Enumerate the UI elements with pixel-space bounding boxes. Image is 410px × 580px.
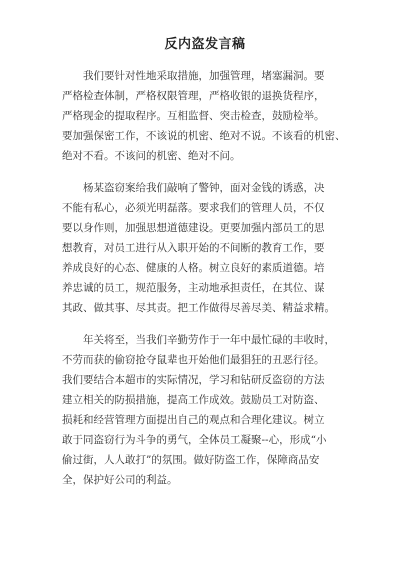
- paragraph-3-line-3: 我们要结合本超市的实际情况，学习和钻研反盗窃的方法: [62, 374, 325, 386]
- paragraph-3: [62, 330, 357, 490]
- paragraph-3-line-2: 不劳而获的偷窃抢夺鼠辈也开始他们最猖狂的丑恶行径。: [62, 354, 325, 366]
- paragraph-2-line-1: 杨某盗窃案给我们敲响了警钟，面对金钱的诱惑，决: [62, 182, 325, 194]
- paragraph-1-line-3: 严格现金的提取程序。互相监督、突击检查，鼓励检举。: [62, 110, 325, 122]
- paragraph-2-line-3: 要以身作则，加强思想道德建设。更要加强内部员工的思: [62, 222, 325, 234]
- document-body: [62, 66, 357, 490]
- paragraph-2-line-4: 想教育，对员工进行从入职开始的不间断的教育工作，要: [62, 242, 325, 254]
- paragraph-2-line-7: 其政、做其事、尽其责。把工作做得尽善尽美、精益求精。: [62, 302, 335, 314]
- paragraph-1-line-4: 要加强保密工作，不该说的机密、绝对不说。不该看的机密、: [62, 130, 346, 142]
- document-title: 反内盗发言稿: [164, 37, 246, 52]
- paragraph-3-line-5: 损耗和经营管理方面提出自己的观点和合理化建议。树立: [62, 414, 325, 426]
- paragraph-1-line-5: 绝对不看。不该问的机密、绝对不问。: [62, 150, 241, 162]
- paragraph-2-line-6: 养忠诚的员工，规范服务，主动地承担责任，在其位、谋: [62, 282, 325, 294]
- paragraph-3-line-1: 年关将至，当我们辛勤劳作于一年中最忙碌的丰收时，: [62, 334, 335, 346]
- paragraph-3-line-8: 全，保护好公司的利益。: [62, 474, 178, 486]
- paragraph-1-line-2: 严格检查体制，严格权限管理，严格收银的退换货程序，: [62, 90, 325, 102]
- paragraph-3-line-4: 建立相关的防损措施，提高工作成效。鼓励员工对防盗、: [62, 394, 325, 406]
- paragraph-2: [62, 178, 357, 318]
- paragraph-3-line-7: 偷过街，人人敢打”的氛围。做好防盗工作，保障商品安: [62, 454, 320, 466]
- paragraph-1: [62, 66, 357, 166]
- paragraph-3-line-6: 敢于同盗窃行为斗争的勇气，全体员工凝聚--心，形成“小: [62, 434, 327, 446]
- paragraph-2-line-2: 不能有私心，必须光明磊落。要求我们的管理人员，不仅: [62, 202, 325, 214]
- paragraph-2-line-5: 养成良好的心态、健康的人格。树立良好的素质道德。培: [62, 262, 325, 274]
- paragraph-gap: [62, 318, 357, 330]
- paragraph-gap: [62, 166, 357, 178]
- paragraph-1-line-1: 我们要针对性地采取措施，加强管理，堵塞漏洞。要: [62, 70, 325, 82]
